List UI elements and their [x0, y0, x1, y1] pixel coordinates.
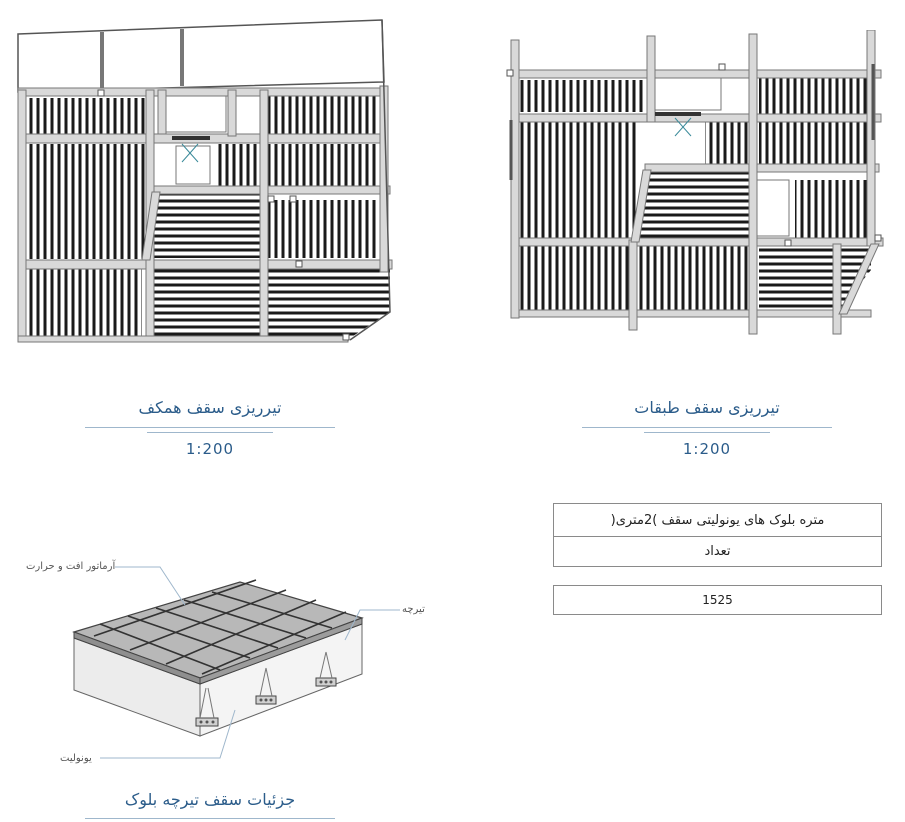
- detail-title-rule: [85, 818, 335, 819]
- ground-floor-plan-scale: 1:200: [185, 440, 235, 458]
- table-header: متره بلوک های یونولیتی سقف )2متری(: [554, 504, 881, 537]
- typical-floor-plan-title: تیرریزی سقف طبقات: [634, 398, 780, 417]
- typical-floor-framing-plan: [505, 30, 890, 335]
- label-temperature-rebar: آرماتور افت و حرارت: [26, 561, 116, 572]
- block-quantity-table: [553, 503, 882, 567]
- ground-floor-title-rule-short: [147, 432, 273, 433]
- ground-floor-framing-plan: [14, 16, 404, 346]
- typical-floor-title-rule-short: [644, 432, 770, 433]
- detail-title: جزئیات سقف تیرچه بلوک: [124, 790, 296, 809]
- label-joist: تیرچه: [402, 604, 425, 615]
- label-foam-block: یونولیت: [60, 753, 92, 764]
- block-quantity-value: 1525: [553, 585, 882, 615]
- ground-floor-title-rule: [85, 427, 335, 428]
- detail-leader-lines: [0, 560, 420, 780]
- ground-floor-plan-title: تیرریزی سقف همکف: [138, 398, 282, 417]
- table-subheader: تعداد: [704, 544, 731, 559]
- typical-floor-title-rule: [582, 427, 832, 428]
- typical-floor-plan-scale: 1:200: [682, 440, 732, 458]
